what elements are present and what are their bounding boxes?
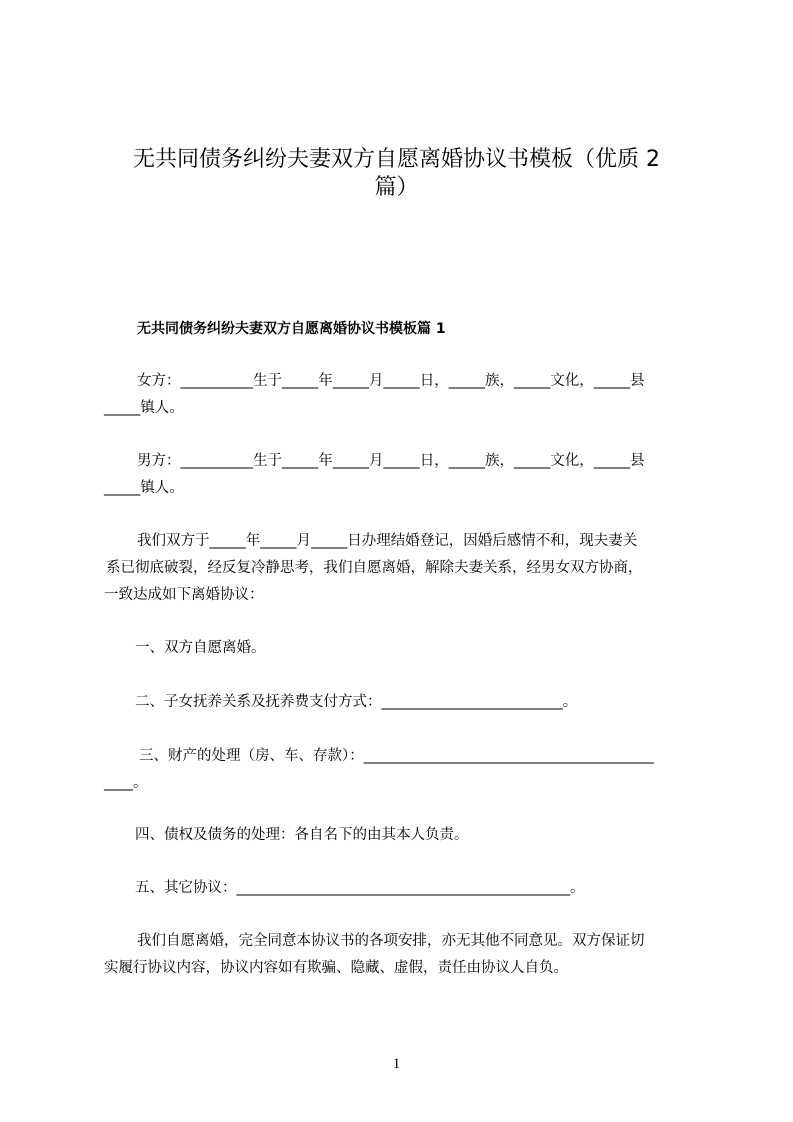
- paragraph-line: 女方：__________生于_____年_____月_____日，_____族，_____文化，_____县: [137, 373, 645, 389]
- paragraph-line: 我们双方于_____年_____月_____日办理结婚登记，因婚后感情不和，现夫妻关: [137, 533, 638, 549]
- paragraph-line: 系已彻底破裂，经反复冷静思考，我们自愿离婚，解除夫妻关系，经男女双方协商，: [106, 560, 643, 576]
- clause-5: 五、其它协议：______________________________________________。: [135, 880, 585, 896]
- paragraph-line: 实履行协议内容，协议内容如有欺骗、隐藏、虚假，责任由协议人自负。: [104, 960, 568, 976]
- page-number: 1: [392, 1056, 401, 1072]
- clause-4: 四、债权及债务的处理：各自名下的由其本人负责。: [135, 827, 469, 843]
- paragraph-line: 我们自愿离婚，完全同意本协议书的各项安排，亦无其他不同意见。双方保证切: [137, 933, 645, 949]
- clause-3-continued: ____。: [104, 775, 148, 791]
- clause-3: 三、财产的处理（房、车、存款）：________________________________________: [139, 748, 654, 764]
- title-line-2: 篇）: [374, 175, 419, 200]
- paragraph-line: 一致达成如下离婚协议：: [104, 587, 264, 603]
- clause-2: 二、子女抚养关系及抚养费支付方式：_________________________。: [135, 694, 578, 710]
- paragraph-line: _____镇人。: [104, 400, 184, 416]
- paragraph-line: 男方：__________生于_____年_____月_____日，_____族，_____文化，_____县: [137, 453, 645, 469]
- clause-1: 一、双方自愿离婚。: [135, 640, 266, 656]
- section-heading: 无共同债务纠纷夫妻双方自愿离婚协议书模板篇 1: [137, 321, 446, 337]
- paragraph-line: _____镇人。: [104, 480, 184, 496]
- title-line-1: 无共同债务纠纷夫妻双方自愿离婚协议书模板（优质 2: [133, 147, 660, 172]
